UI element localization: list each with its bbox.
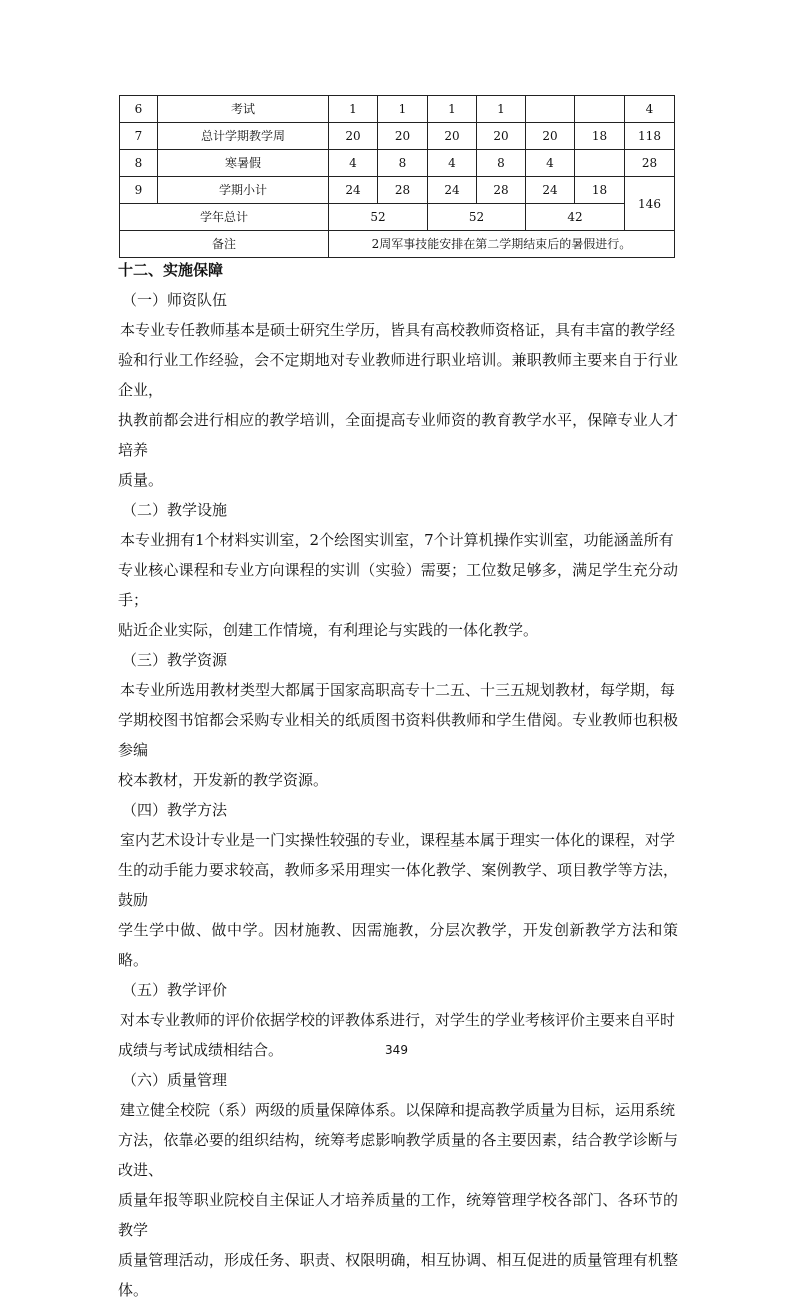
table-cell: [575, 150, 625, 177]
paragraph-line: 质量。: [118, 471, 164, 489]
table-row: [120, 231, 675, 258]
row-number: 8: [120, 150, 158, 177]
table-cell: 20: [526, 123, 575, 150]
row-number: 9: [120, 177, 158, 204]
row-total: 28: [625, 150, 675, 177]
year-total-cell: 52: [329, 204, 428, 231]
table-row: [120, 204, 675, 231]
section-title: 十二、实施保障: [118, 261, 224, 279]
paragraph-line: 质量年报等职业院校自主保证人才培养质量的工作，统筹管理学校各部门、各环节的教学: [118, 1191, 678, 1239]
subsection-heading: （四）教学方法: [122, 801, 228, 819]
row-label: 学期小计: [158, 177, 329, 204]
table-cell: 28: [378, 177, 428, 204]
paragraph-line: 质量管理活动，形成任务、职责、权限明确，相互协调、相互促进的质量管理有机整体。: [118, 1251, 678, 1299]
paragraph-line: 执教前都会进行相应的教学培训，全面提高专业师资的教育教学水平，保障专业人才培养: [118, 411, 678, 459]
table-row: [120, 123, 675, 150]
table-row: [120, 150, 675, 177]
table-cell: 24: [526, 177, 575, 204]
paragraph-line: 室内艺术设计专业是一门实操性较强的专业，课程基本属于理实一体化的课程，对学: [120, 831, 676, 849]
table-row: [120, 177, 675, 204]
table-cell: 20: [428, 123, 477, 150]
table-cell: 20: [378, 123, 428, 150]
paragraph-line: 本专业专任教师基本是硕士研究生学历，皆具有高校教师资格证，具有丰富的教学经: [120, 321, 676, 339]
page-number: 349: [385, 1043, 408, 1057]
table-row: [120, 96, 675, 123]
row-label: 考试: [158, 96, 329, 123]
table-cell: 24: [428, 177, 477, 204]
table-cell: [526, 96, 575, 123]
table-cell: 1: [477, 96, 526, 123]
document-body: [118, 255, 678, 1305]
teaching-weeks-table: [119, 95, 675, 258]
table-cell: 1: [378, 96, 428, 123]
paragraph-line: 建立健全校院（系）两级的质量保障体系。以保障和提高教学质量为目标，运用系统: [120, 1101, 676, 1119]
paragraph-line: 生的动手能力要求较高，教师多采用理实一体化教学、案例教学、项目教学等方法，鼓励: [118, 861, 678, 909]
subsection-heading: （一）师资队伍: [122, 291, 228, 309]
table-cell: 4: [428, 150, 477, 177]
row-number: 6: [120, 96, 158, 123]
table-cell: 20: [477, 123, 526, 150]
table-cell: 18: [575, 177, 625, 204]
remark-label: 备注: [120, 231, 329, 258]
year-total-cell: 52: [428, 204, 526, 231]
paragraph-line: 方法，依靠必要的组织结构，统筹考虑影响教学质量的各主要因素，结合教学诊断与改进、: [118, 1131, 678, 1179]
row-label: 寒暑假: [158, 150, 329, 177]
paragraph-line: 对本专业教师的评价依据学校的评教体系进行，对学生的学业考核评价主要来自平时: [120, 1011, 676, 1029]
table-cell: 24: [329, 177, 378, 204]
subsection-heading: （三）教学资源: [122, 651, 228, 669]
paragraph-line: 学期校图书馆都会采购专业相关的纸质图书资料供教师和学生借阅。专业教师也积极参编: [118, 711, 678, 759]
table-cell: [575, 96, 625, 123]
paragraph-line: 学生学中做、做中学。因材施教、因需施教，分层次教学，开发创新教学方法和策略。: [118, 921, 678, 969]
paragraph-line: 本专业所选用教材类型大都属于国家高职高专十二五、十三五规划教材，每学期，每: [120, 681, 676, 699]
table-cell: 1: [329, 96, 378, 123]
row-total: 4: [625, 96, 675, 123]
row-total: 146: [625, 177, 675, 231]
year-total-cell: 42: [526, 204, 625, 231]
subsection-heading: （五）教学评价: [122, 981, 228, 999]
paragraph-line: 贴近企业实际，创建工作情境，有利理论与实践的一体化教学。: [118, 621, 539, 639]
row-label: 总计学期教学周: [158, 123, 329, 150]
table-cell: 1: [428, 96, 477, 123]
remark-text: 2周军事技能安排在第二学期结束后的暑假进行。: [329, 231, 675, 258]
paragraph-line: 验和行业工作经验，会不定期地对专业教师进行职业培训。兼职教师主要来自于行业企业，: [118, 351, 678, 399]
table-cell: 28: [477, 177, 526, 204]
paragraph-line: 成绩与考试成绩相结合。: [118, 1041, 284, 1059]
table-cell: 4: [526, 150, 575, 177]
table-cell: 18: [575, 123, 625, 150]
row-number: 7: [120, 123, 158, 150]
table-cell: 8: [378, 150, 428, 177]
table-cell: 8: [477, 150, 526, 177]
paragraph-line: 专业核心课程和专业方向课程的实训（实验）需要；工位数足够多，满足学生充分动手；: [118, 561, 678, 609]
subsection-heading: （二）教学设施: [122, 501, 228, 519]
paragraph-line: 本专业拥有1个材料实训室，2个绘图实训室，7个计算机操作实训室，功能涵盖所有: [120, 531, 674, 549]
table-cell: 4: [329, 150, 378, 177]
row-total: 118: [625, 123, 675, 150]
year-total-label: 学年总计: [120, 204, 329, 231]
subsection-heading: （六）质量管理: [122, 1071, 228, 1089]
paragraph-line: 校本教材，开发新的教学资源。: [118, 771, 329, 789]
table-cell: 20: [329, 123, 378, 150]
